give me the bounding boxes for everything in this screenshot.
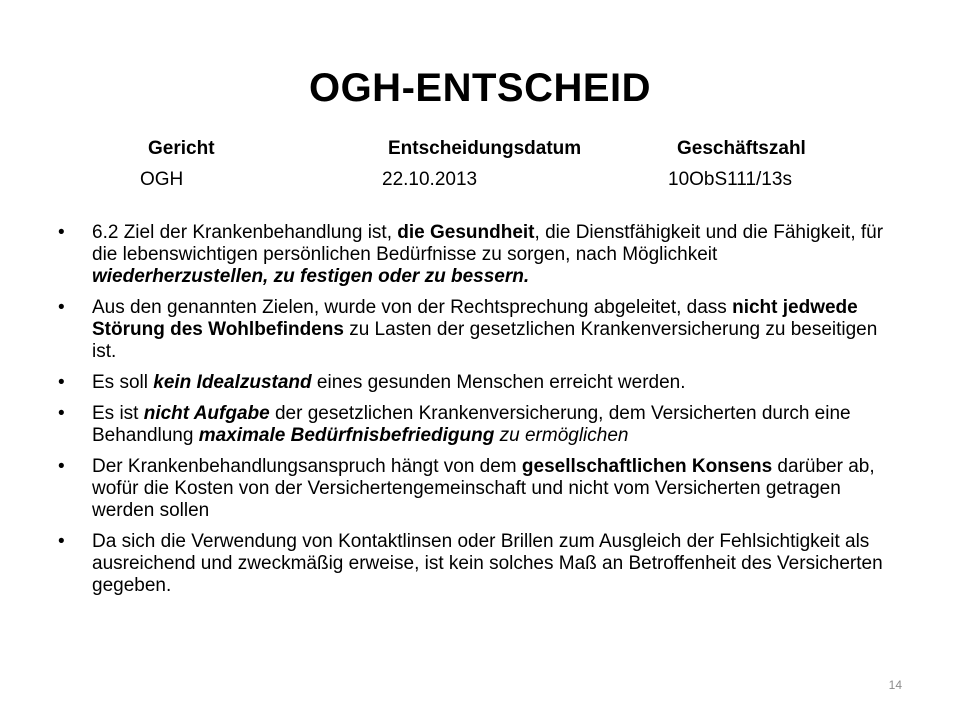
bullet-text: Da sich die Verwendung von Kontaktlinsen oder Brillen zum Ausgleich der Fehlsichtigkeit als ausreichend und zweckmäßig erweise, ist kein solches Maß an Betroffenheit des Versicherten gegeben. (92, 531, 883, 596)
slide-title: OGH-ENTSCHEID (308, 66, 652, 110)
emphasized-text: nicht jedwede Störung des Wohlbefindens (92, 297, 858, 340)
bullet-dot-icon: • (58, 403, 65, 424)
bullet-text: der gesetzlichen Krankenversicherung, dem Versicherten durch eine Behandlung (92, 403, 851, 446)
bullet-dot-icon: • (58, 297, 65, 318)
bullet-text: Es soll (92, 372, 154, 393)
bullet-text: , die Dienstfähigkeit und die Fähigkeit, für die lebenswichtigen persönlichen Bedürfnisse zu sorgen, nach Möglichkeit (92, 222, 884, 265)
emphasized-text: nicht Aufgabe (143, 403, 270, 424)
decision-date-header: Entscheidungsdatum (388, 138, 582, 159)
court-value: OGH (140, 169, 184, 190)
case-number-header: Geschäftszahl (677, 138, 806, 159)
decision-date-value: 22.10.2013 (382, 169, 478, 190)
bullet-text: Es ist (92, 403, 144, 424)
emphasized-text: maximale Bedürfnisbefriedigung (198, 425, 495, 446)
bullet-item (58, 531, 898, 597)
bullet-item (58, 403, 898, 447)
emphasized-text: kein Idealzustand (153, 372, 312, 393)
emphasized-text: gesellschaftlichen Konsens (521, 456, 773, 477)
bullet-dot-icon: • (58, 531, 65, 552)
bullet-list (58, 222, 898, 606)
court-header: Gericht (148, 138, 215, 159)
emphasized-text: die Gesundheit (397, 222, 535, 243)
bullet-item (58, 222, 898, 288)
emphasized-text: wiederherzustellen, zu festigen oder zu bessern. (92, 266, 530, 287)
bullet-text: zu Lasten der gesetzlichen Krankenversicherung zu beseitigen ist. (92, 319, 878, 362)
bullet-text: eines gesunden Menschen erreicht werden. (311, 372, 686, 393)
page-number: 14 (888, 678, 902, 692)
bullet-text: darüber ab, wofür die Kosten von der Versichertengemeinschaft und nicht vom Versicherten getragen werden sollen (92, 456, 875, 521)
case-number-value: 10ObS111/13s (668, 169, 792, 190)
bullet-text: Der Krankenbehandlungsanspruch hängt von dem (92, 456, 522, 477)
bullet-item (58, 456, 898, 522)
bullet-dot-icon: • (58, 456, 65, 477)
bullet-item (58, 297, 898, 363)
bullet-item (58, 372, 898, 394)
bullet-dot-icon: • (58, 372, 65, 393)
bullet-dot-icon: • (58, 222, 65, 243)
bullet-text: 6.2 Ziel der Krankenbehandlung ist, (92, 222, 398, 243)
emphasized-text: zu ermöglichen (499, 425, 629, 446)
bullet-text: Aus den genannten Zielen, wurde von der Rechtsprechung abgeleitet, dass (92, 297, 733, 318)
